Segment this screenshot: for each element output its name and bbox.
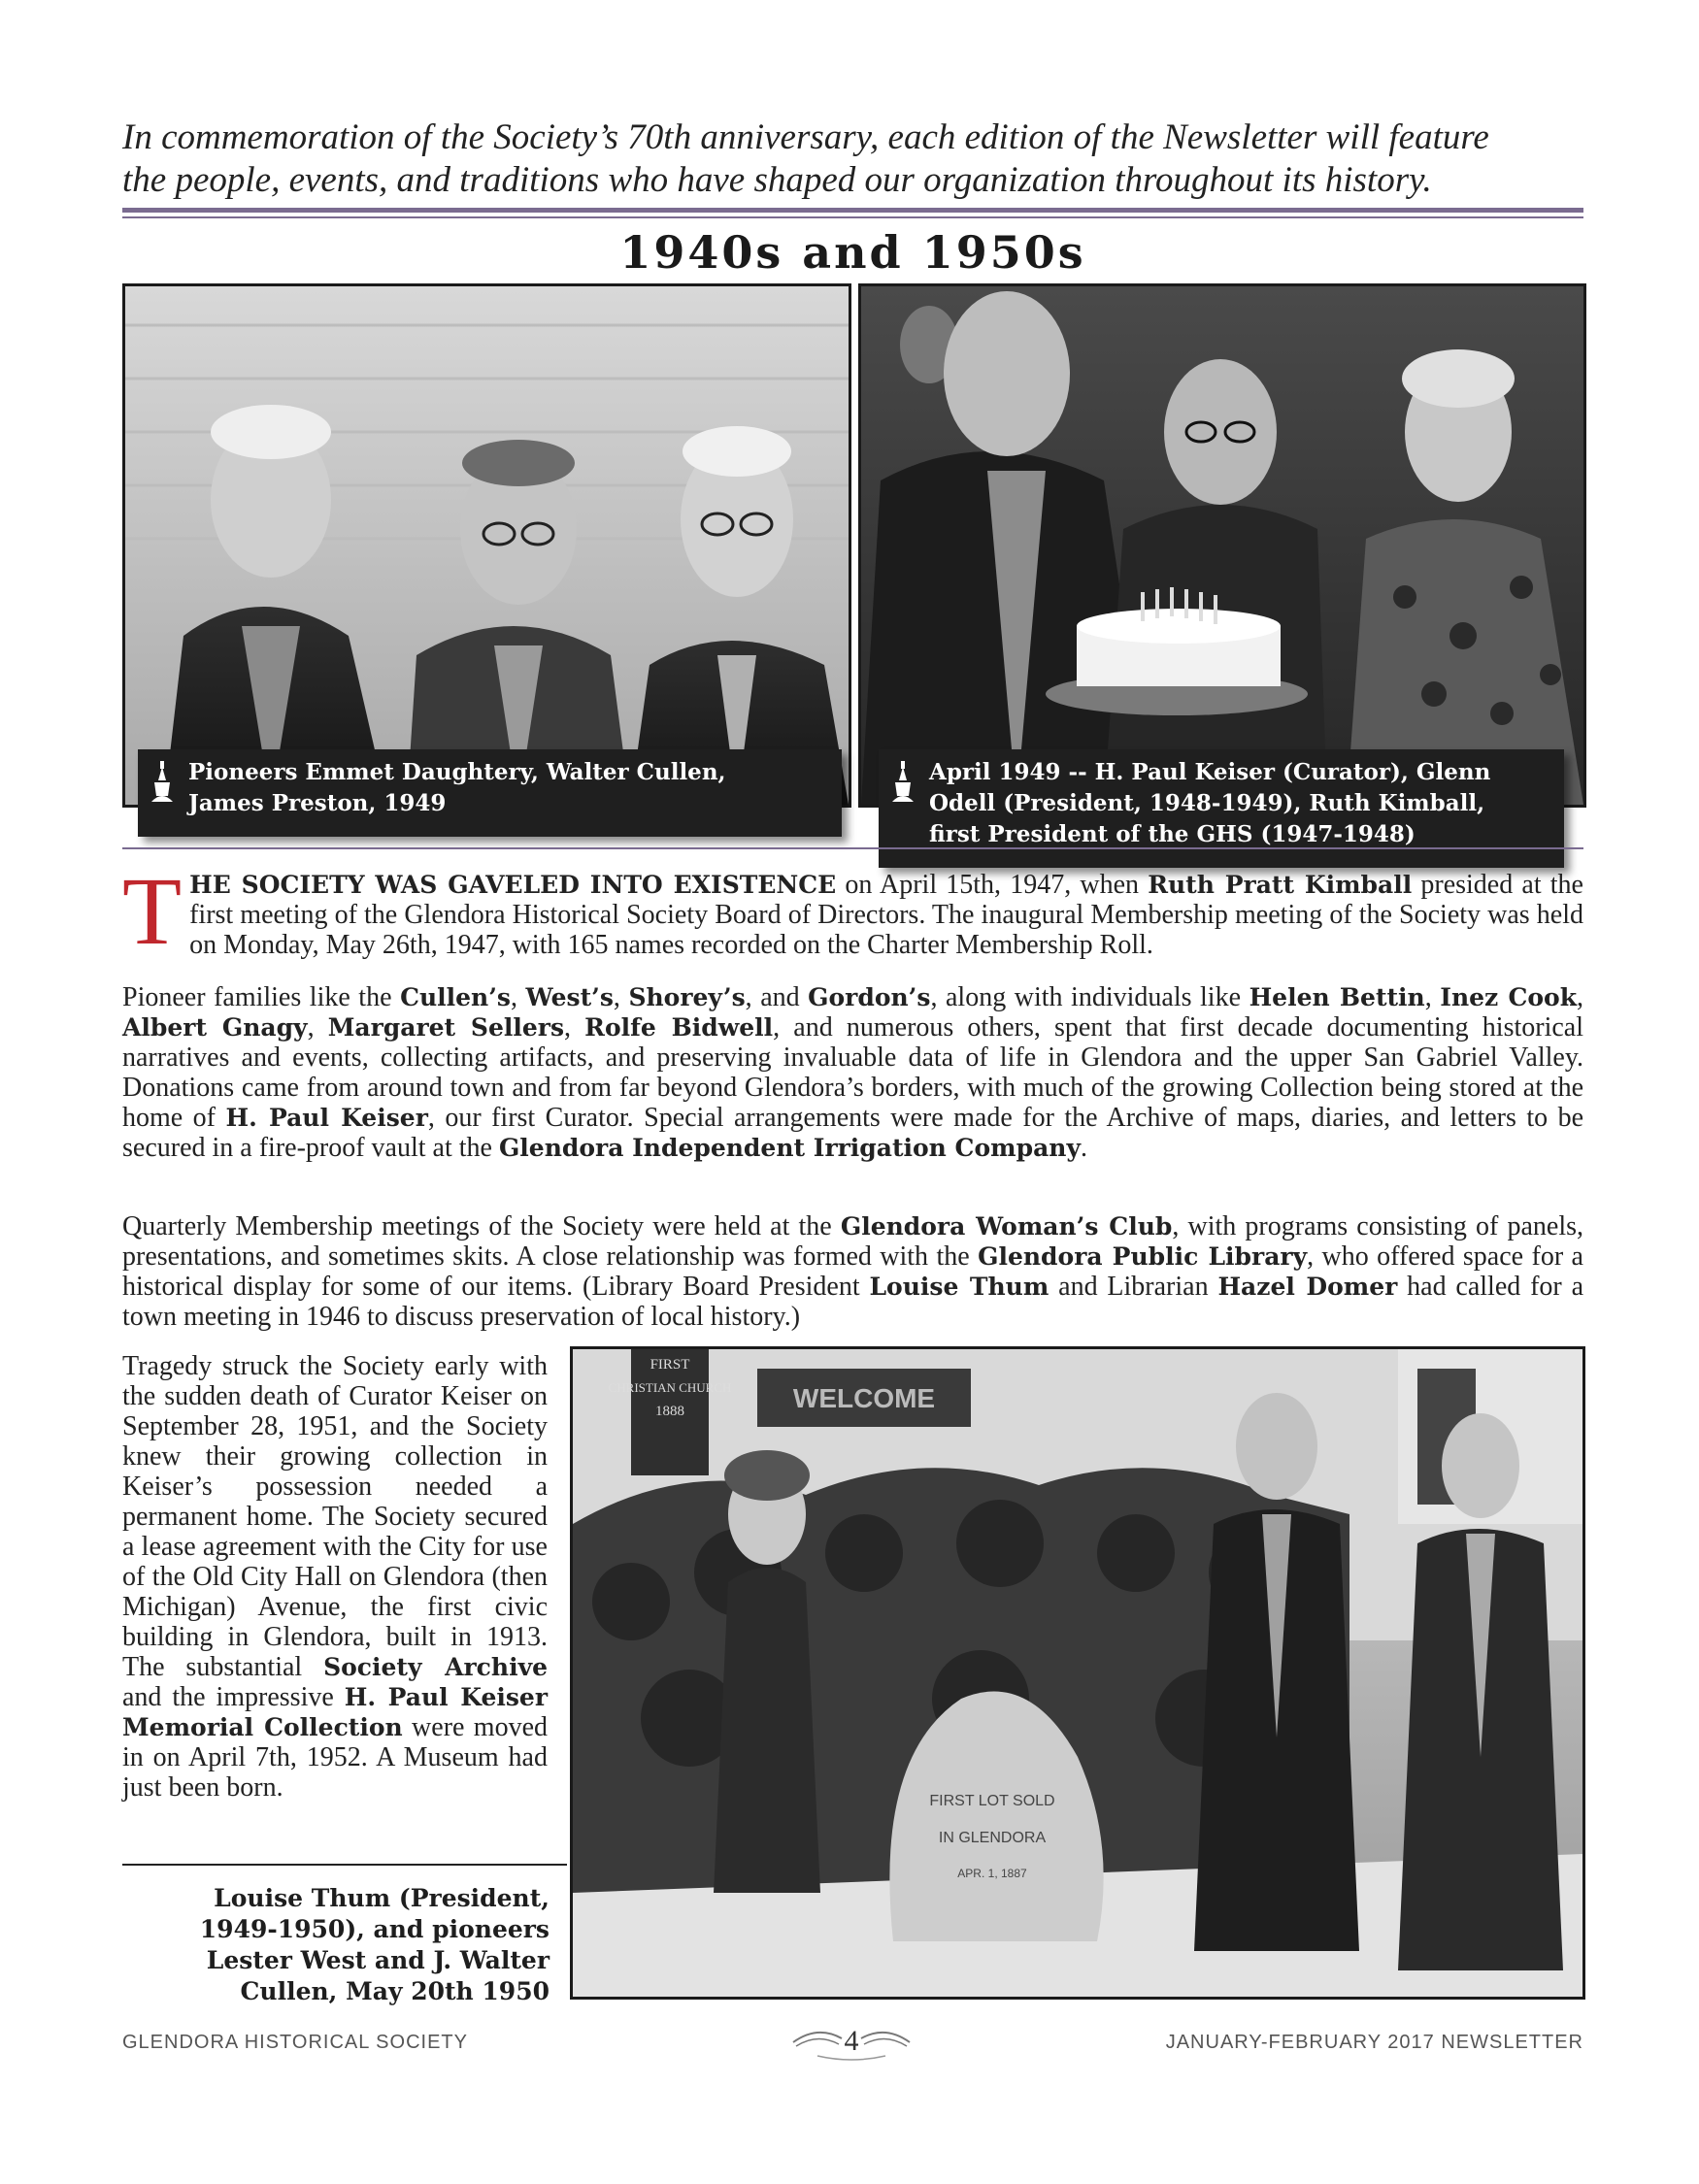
paragraph-museum xyxy=(122,1351,548,1803)
text-run: , along with individuals like xyxy=(930,982,1249,1012)
footer-publisher: GLENDORA HISTORICAL SOCIETY xyxy=(122,2032,468,2053)
page-number-ornament xyxy=(788,2019,915,2064)
text-run: , who offered space for a historical display for some of our items. (Library Board President xyxy=(122,1241,1583,1302)
bold-name: Inez Cook xyxy=(1440,983,1578,1011)
bold-name: Margaret Sellers xyxy=(327,1013,565,1042)
text-run: , our first Curator. Special arrangements were made for the Archive of maps, diaries, and letters to be secured in a fire-proof vault at the xyxy=(122,1103,1584,1163)
text-run: , xyxy=(1577,982,1584,1012)
text-run: on April 15th, 1947, when xyxy=(836,870,1149,900)
intro-line-1: In commemoration of the Society’s 70th anniversary, each edition of the Newsletter will feature xyxy=(122,117,1489,157)
bold-name: Louise Thum xyxy=(869,1273,1049,1301)
photo-anniversary-caption xyxy=(879,749,1564,868)
text-run: Quarterly Membership meetings of the Society were held at the xyxy=(122,1211,841,1241)
bold-name: Glendora Woman’s Club xyxy=(840,1212,1173,1241)
church-sign-line: FIRST xyxy=(650,1357,690,1373)
intro-divider-thin xyxy=(122,216,1583,218)
welcome-banner: WELCOME xyxy=(792,1383,936,1413)
church-sign-line: 1888 xyxy=(655,1404,684,1419)
photo-pioneers-caption xyxy=(138,749,842,837)
caption-line: James Preston, 1949 xyxy=(188,790,447,816)
paragraph-pioneers xyxy=(122,982,1583,1163)
text-run: Pioneer families like the xyxy=(122,982,401,1012)
caption-line: Odell (President, 1948-1949), Ruth Kimball, xyxy=(929,790,1485,816)
bold-name: Shorey’s xyxy=(628,983,746,1011)
photo-first-lot-sold xyxy=(570,1346,1585,2000)
caption-divider xyxy=(122,1864,567,1866)
photo-anniversary-cake xyxy=(858,283,1586,808)
lead-in-text: HE SOCIETY WAS GAVELED INTO EXISTENCE xyxy=(189,871,837,899)
text-run: . xyxy=(1080,1133,1087,1163)
bold-name: H. Paul Keiser Memorial Collection xyxy=(122,1683,548,1741)
intro-line-2: the people, events, and traditions who have shaped our organization throughout its history. xyxy=(122,160,1432,200)
bold-name: Gordon’s xyxy=(808,983,931,1011)
intro-text xyxy=(122,116,1583,202)
bold-name: Helen Bettin xyxy=(1249,983,1425,1011)
footer-issue: JANUARY-FEBRUARY 2017 NEWSLETTER xyxy=(1165,2032,1583,2053)
lamp-icon xyxy=(151,761,173,802)
bold-name: Hazel Domer xyxy=(1217,1273,1398,1301)
caption-line: first President of the GHS (1947-1948) xyxy=(929,821,1416,847)
text-run: and the impressive xyxy=(122,1682,345,1712)
caption-line: Lester West and J. Walter xyxy=(206,1946,550,1974)
church-sign-line: CHRISTIAN CHURCH xyxy=(608,1380,732,1395)
text-run: , with programs consisting of panels, presentations, and sometimes skits. A close relationship was formed with the xyxy=(122,1211,1583,1272)
drop-cap: T xyxy=(122,857,183,965)
bold-name: Glendora Public Library xyxy=(978,1242,1308,1271)
text-run: , and xyxy=(745,982,809,1012)
bold-name: Albert Gnagy xyxy=(122,1013,308,1042)
text-run: Tragedy struck the Society early with the sudden death of Curator Keiser on September 28, 1951, and the Society knew their growing collection in Keiser’s possession needed a permanent home. The Society secured a lease agreement with the City for use of the Old City Hall on Glendora (then Michigan) Avenue, the first civic building in Glendora, built in 1913. The substantial xyxy=(122,1351,548,1682)
bold-name: H. Paul Keiser xyxy=(225,1104,428,1132)
paragraph-founding xyxy=(122,857,1583,965)
stone-inscription: FIRST LOT SOLD xyxy=(929,1793,1055,1809)
text-run: were moved in on April 7th, 1952. A Museum had just been born. xyxy=(122,1712,549,1803)
caption-line: 1949-1950), and pioneers xyxy=(199,1915,550,1943)
paragraph-meetings xyxy=(122,1211,1583,1332)
text-run: , xyxy=(564,1012,585,1042)
caption-line: Pioneers Emmet Daughtery, Walter Cullen, xyxy=(188,759,726,785)
bold-name: Rolfe Bidwell xyxy=(584,1013,774,1042)
text-run: , xyxy=(511,982,526,1012)
bold-name: West’s xyxy=(525,983,614,1011)
bold-name: Society Archive xyxy=(323,1653,548,1681)
bold-name: Cullen’s xyxy=(400,983,511,1011)
text-run: had called for a town meeting in 1946 to discuss preservation of local history.) xyxy=(122,1272,1583,1332)
page-number: 4 xyxy=(844,2025,859,2057)
lamp-icon xyxy=(892,761,914,802)
stone-inscription: APR. 1, 1887 xyxy=(957,1867,1027,1880)
bold-name: Glendora Independent Irrigation Company xyxy=(498,1134,1081,1162)
photo-pioneers xyxy=(122,283,851,808)
body-divider xyxy=(122,847,1583,849)
photo-first-lot-caption xyxy=(122,1883,550,2007)
text-run: , xyxy=(1424,982,1441,1012)
intro-divider-thick xyxy=(122,208,1583,213)
text-run: and Librarian xyxy=(1049,1272,1218,1302)
section-title: 1940s and 1950s xyxy=(619,226,1086,279)
text-run: , xyxy=(613,982,629,1012)
text-run: , and numerous others, spent that first decade documenting historical narratives and events, collecting artifacts, and preserving invaluable data of life in Glendora and the upper San Gabriel Valley. Donations came from around town and from far beyond Glendora’s borders, with much of the growing Collection being stored at the home of xyxy=(122,1012,1583,1133)
name-ruth-pratt-kimball: Ruth Pratt Kimball xyxy=(1148,871,1413,899)
caption-line: Cullen, May 20th 1950 xyxy=(240,1977,550,2005)
caption-line: Louise Thum (President, xyxy=(214,1884,550,1912)
text-run: , xyxy=(307,1012,328,1042)
text-run: presided at the first meeting of the Glendora Historical Society Board of Directors. The inaugural Membership meeting of the Society was held on Monday, May 26th, 1947, with 165 names recorded on the Charter Membership Roll. xyxy=(189,870,1583,960)
caption-line: April 1949 -- H. Paul Keiser (Curator), Glenn xyxy=(929,759,1491,785)
stone-inscription: IN GLENDORA xyxy=(938,1830,1047,1846)
